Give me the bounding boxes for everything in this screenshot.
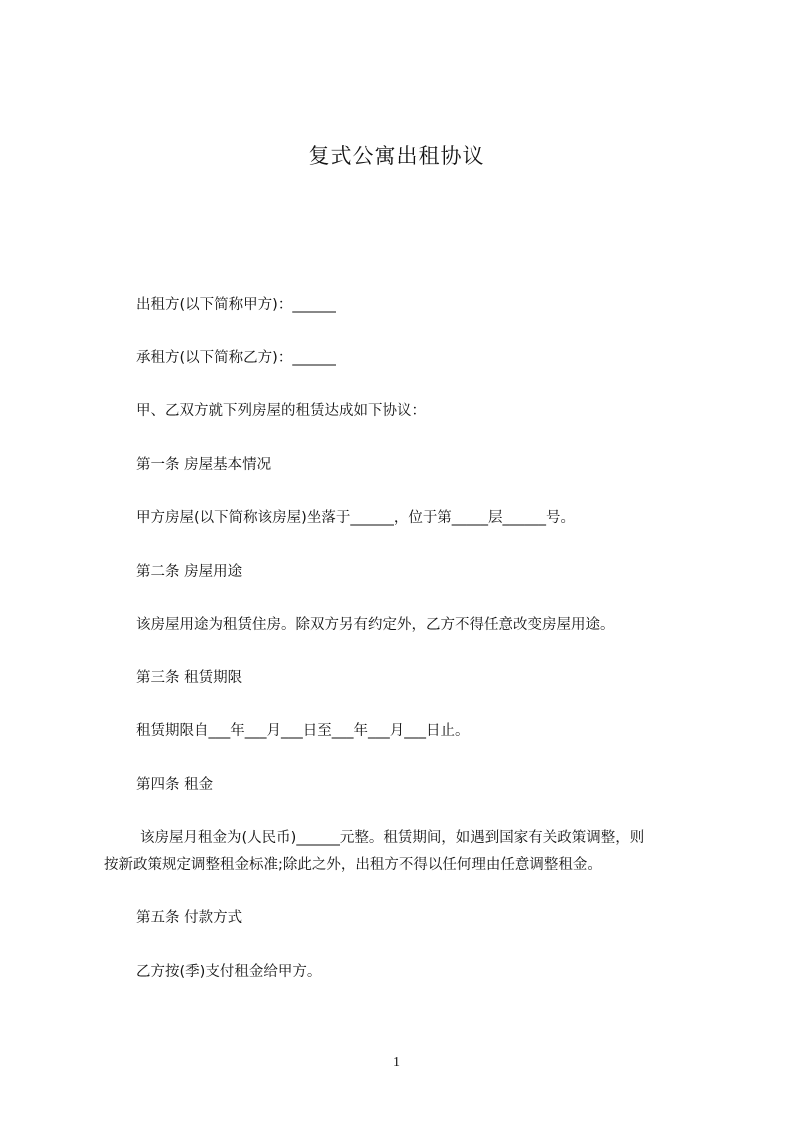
article-5-heading: 第五条 付款方式 (136, 910, 243, 926)
article-2-heading: 第二条 房屋用途 (136, 564, 243, 580)
article-1-heading: 第一条 房屋基本情况 (136, 457, 272, 473)
article-2-body: 该房屋用途为租赁住房。除双方另有约定外，乙方不得任意改变房屋用途。 (136, 617, 615, 633)
intro-line: 甲、乙双方就下列房屋的租赁达成如下协议： (136, 403, 426, 419)
article-4-body-line-2: 按新政策规定调整租金标准;除此之外，出租方不得以任何理由任意调整租金。 (104, 857, 602, 873)
article-3-body: 租赁期限自___年___月___日至___年___月___日止。 (136, 723, 470, 739)
document-title: 复式公寓出租协议 (308, 144, 485, 168)
lessee-line: 承租方(以下简称乙方)：______ (136, 350, 336, 366)
article-4-heading: 第四条 租金 (136, 777, 214, 793)
article-5-body: 乙方按(季)支付租金给甲方。 (136, 964, 322, 980)
article-4-body-line-1: 该房屋月租金为(人民币)______元整。租赁期间，如遇到国家有关政策调整，则 (140, 830, 645, 846)
article-3-heading: 第三条 租赁期限 (136, 670, 243, 686)
article-1-body: 甲方房屋(以下简称该房屋)坐落于______，位于第_____层______号。 (136, 510, 576, 526)
lessor-line: 出租方(以下简称甲方)：______ (136, 297, 336, 313)
page-number: 1 (393, 1055, 400, 1070)
